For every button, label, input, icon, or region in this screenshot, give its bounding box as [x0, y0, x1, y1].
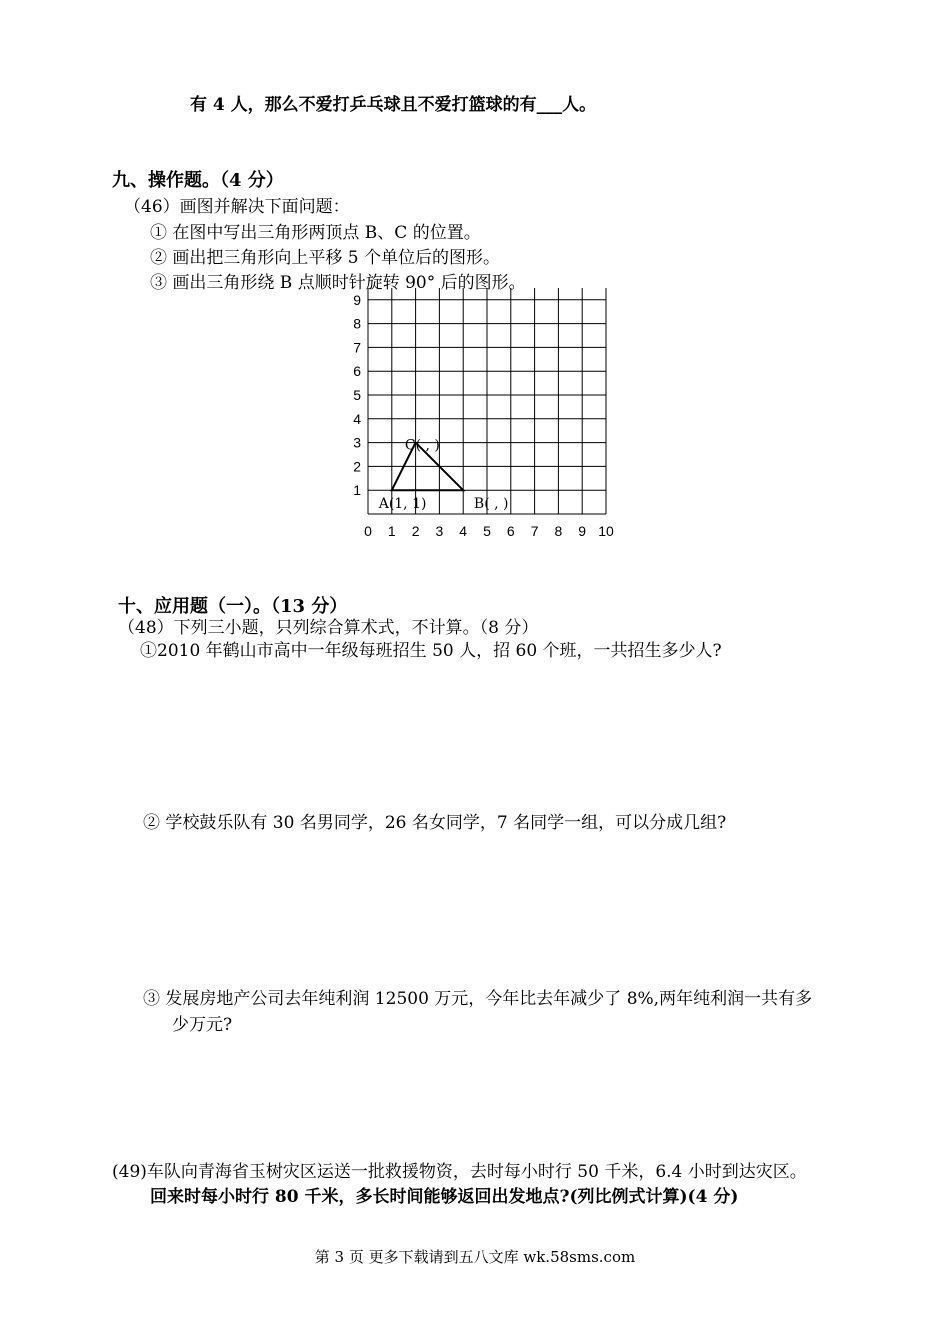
x-tick-label: 0 — [364, 523, 372, 539]
question-46-prompt: （46）画图并解决下面问题： — [124, 197, 350, 217]
x-tick-label: 1 — [387, 523, 396, 539]
question-46-item-2: ② 画出把三角形向上平移 5 个单位后的图形。 — [150, 248, 501, 268]
y-tick-label: 7 — [353, 339, 361, 356]
y-tick-label: 2 — [353, 458, 361, 475]
question-48-part-3-line-2: 少万元? — [172, 1015, 233, 1035]
x-tick-label: 9 — [578, 523, 587, 539]
question-46-item-1: ① 在图中写出三角形两顶点 B、C 的位置。 — [150, 223, 481, 243]
y-tick-label: 1 — [353, 482, 361, 499]
question-48-part-2: ② 学校鼓乐队有 30 名男同学，26 名女同学，7 名同学一组，可以分成几组? — [143, 813, 727, 833]
label-point-a: A(1, 1) — [378, 496, 427, 512]
x-tick-label: 5 — [483, 523, 491, 539]
question-49-line-1: (49)车队向青海省玉树灾区运送一批救援物资，去时每小时行 50 千米，6.4 小时到达灾区。 — [112, 1162, 807, 1182]
x-tick-label: 6 — [506, 523, 515, 539]
y-tick-label: 6 — [353, 363, 361, 380]
question-49-line-2: 回来时每小时行 80 千米，多长时间能够返回出发地点?(列比例式计算)(4 分) — [150, 1187, 739, 1207]
x-tick-label: 4 — [459, 523, 468, 539]
label-point-b: B( , ) — [473, 496, 509, 512]
y-tick-label: 8 — [353, 315, 361, 332]
y-tick-label: 4 — [353, 410, 361, 427]
x-tick-label: 2 — [411, 523, 420, 539]
label-point-c: C( , ) — [404, 437, 440, 454]
x-tick-label: 7 — [530, 523, 539, 539]
section-10-heading: 十、应用题（一）。（13 分） — [118, 596, 348, 617]
y-tick-label: 9 — [353, 291, 361, 308]
question-48-part-1: ①2010 年鹤山市高中一年级每班招生 50 人，招 60 个班，一共招生多少人? — [140, 641, 722, 661]
section-9-heading: 九、操作题。（4 分） — [112, 170, 284, 191]
question-46-item-3: ③ 画出三角形绕 B 点顺时针旋转 90° 后的图形。 — [150, 273, 526, 293]
y-tick-label: 5 — [353, 387, 361, 403]
x-tick-label: 3 — [435, 523, 444, 539]
x-tick-label: 10 — [598, 523, 614, 539]
coordinate-grid — [335, 288, 635, 568]
question-48-prompt: （48）下列三小题，只列综合算术式，不计算。（8 分） — [118, 618, 539, 638]
y-tick-label: 3 — [353, 434, 361, 451]
coordinate-grid-svg — [335, 288, 635, 568]
question-48-part-3-line-1: ③ 发展房地产公司去年纯利润 12500 万元，今年比去年减少了 8%,两年纯利润一共有多 — [143, 989, 813, 1009]
x-tick-label: 8 — [554, 523, 563, 539]
page-footer: 第 3 页 更多下载请到五八文库 wk.58sms.com — [314, 1248, 636, 1266]
continued-question-line: 有 4 人，那么不爱打乒乓球且不爱打篮球的有___人。 — [190, 95, 597, 115]
